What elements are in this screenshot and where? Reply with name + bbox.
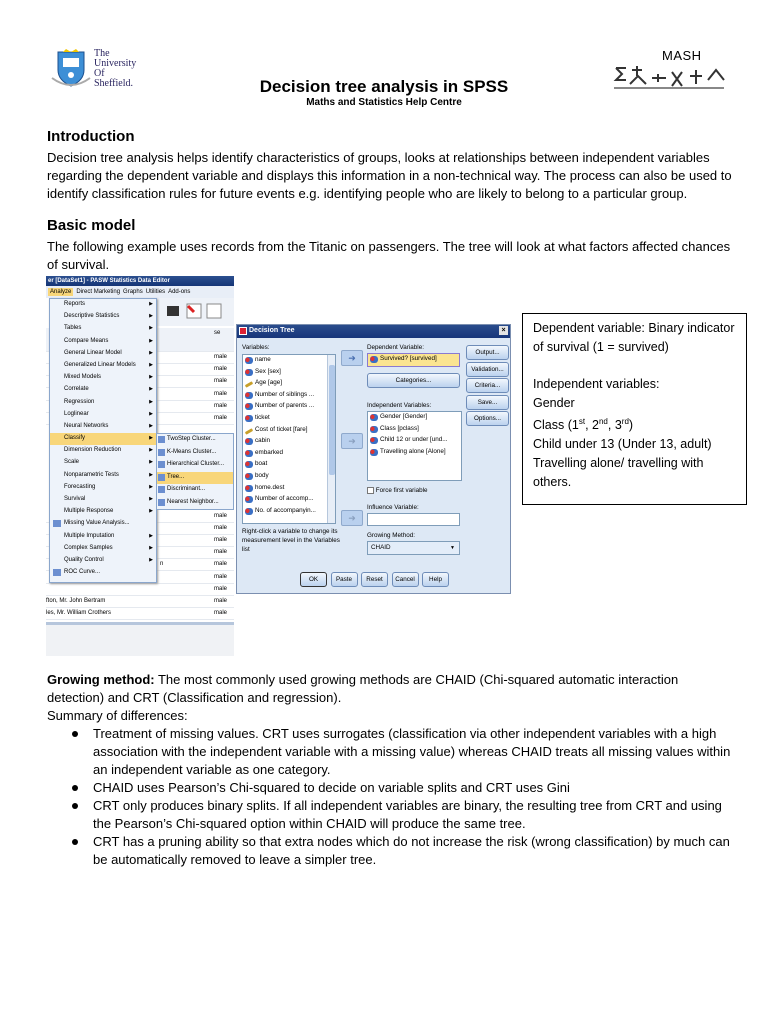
t: ) <box>628 418 634 433</box>
variable-item[interactable] <box>243 483 335 495</box>
submenu-item-icon <box>158 474 165 481</box>
categories-button[interactable]: Categories... <box>367 373 460 388</box>
variable-label: home.dest <box>255 483 285 491</box>
menu-item-label: Descriptive Statistics <box>64 313 120 320</box>
menu-item-label: Loglinear <box>64 410 89 417</box>
submenu-item[interactable] <box>157 447 233 460</box>
growing-method-select[interactable] <box>367 541 460 555</box>
move-to-independent-button[interactable]: ➜ <box>341 433 363 449</box>
status-area <box>46 622 234 656</box>
menu-item-icon <box>53 569 61 576</box>
menu-item-label: Quality Control <box>64 556 104 563</box>
menu-item[interactable] <box>50 567 156 579</box>
menu-item-label: Multiple Response <box>64 508 114 515</box>
introduction-heading: Introduction <box>47 128 135 145</box>
cell-sex: male <box>214 598 228 604</box>
criteria-button[interactable]: Criteria... <box>466 378 509 393</box>
cell-sex: male <box>214 585 228 592</box>
menu-item[interactable] <box>50 384 156 396</box>
bullet-item: CHAID uses Pearson’s Chi-squared to decide on variable splits and CRT uses Gini <box>47 779 737 797</box>
menu-item-label: Dimension Reduction <box>64 447 122 454</box>
chevron-right-icon: ▶ <box>149 556 153 563</box>
independent-label: Class [pclass] <box>380 424 419 432</box>
gender-item: Gender <box>533 396 575 411</box>
output-button[interactable]: Output... <box>466 345 509 360</box>
variable-item[interactable] <box>243 448 335 460</box>
chevron-right-icon: ▶ <box>149 374 153 381</box>
nominal-variable-icon <box>245 369 253 376</box>
menu-item-label: Scale <box>64 459 80 466</box>
nominal-variable-icon <box>370 449 378 456</box>
dependent-value: Survived? [survived] <box>380 355 437 362</box>
basic-model-heading: Basic model <box>47 217 136 234</box>
spss-menu-screenshot <box>46 276 234 656</box>
introduction-section <box>47 128 737 274</box>
dialog-app-icon <box>239 327 247 335</box>
submenu-item[interactable] <box>157 459 233 472</box>
help-button[interactable]: Help <box>422 572 449 587</box>
nominal-variable-icon <box>370 414 378 421</box>
menu-item[interactable] <box>50 299 156 311</box>
menu-item-label: Generalized Linear Models <box>64 361 136 368</box>
variables-info-box <box>522 313 747 505</box>
menu-item[interactable] <box>50 372 156 384</box>
university-logo-text <box>94 49 136 89</box>
bullet-item: Treatment of missing values. CRT uses surrogates (classification via other independent variables with a high association with the independent variable with a missing value) whereas CHAID treats all missing values within an independent variable as one category. <box>47 725 737 779</box>
force-first-checkbox[interactable] <box>367 487 428 495</box>
submenu-item-icon <box>158 436 165 443</box>
t: rd <box>621 416 629 426</box>
chevron-right-icon: ▶ <box>149 410 153 417</box>
menu-analyze[interactable]: Analyze <box>50 289 72 295</box>
independent-item[interactable] <box>368 447 461 459</box>
variable-item[interactable] <box>243 390 335 402</box>
force-first-label: Force first variable <box>375 487 428 495</box>
menu-item[interactable] <box>50 531 156 543</box>
submenu-item[interactable] <box>157 497 233 510</box>
toolbar-icons <box>157 298 234 326</box>
variable-item[interactable] <box>243 378 335 390</box>
variable-item[interactable] <box>243 413 335 425</box>
move-to-influence-button[interactable]: ➜ <box>341 510 363 526</box>
menu-item[interactable] <box>50 445 156 457</box>
submenu-item-label: Hierarchical Cluster... <box>167 461 225 467</box>
submenu-item[interactable] <box>157 484 233 497</box>
chevron-right-icon: ▶ <box>149 483 153 490</box>
menu-item-label: Regression <box>64 398 95 405</box>
influence-label: Influence Variable: <box>367 504 419 511</box>
chevron-right-icon: ▶ <box>149 459 153 466</box>
reset-button[interactable]: Reset <box>361 572 388 587</box>
bullet-item: CRT has a pruning ability so that extra nodes which do not increase the risk (wrong classification) by much can be automatically removed to leave a simpler tree. <box>47 833 737 869</box>
menu-item[interactable] <box>50 323 156 335</box>
variable-label: Age [age] <box>255 379 282 387</box>
dependent-info: Dependent variable: Binary indicator of survival (1 = survived) <box>533 321 735 354</box>
chevron-right-icon: ▶ <box>149 447 153 454</box>
menu-item-label: Classify <box>64 435 86 442</box>
chevron-right-icon: ▶ <box>149 337 153 344</box>
crest-icon <box>50 48 92 88</box>
menubar <box>46 286 234 298</box>
mash-logo-text: MASH <box>662 48 702 63</box>
independent-item[interactable] <box>368 424 461 436</box>
logo-line: University <box>94 58 137 69</box>
variable-label: cabin <box>255 437 271 445</box>
growing-section <box>47 671 737 725</box>
variable-item[interactable] <box>243 436 335 448</box>
chevron-right-icon: ▶ <box>149 361 153 368</box>
menu-item[interactable] <box>50 360 156 372</box>
menu-item[interactable] <box>50 311 156 323</box>
chevron-right-icon: ▶ <box>149 422 153 429</box>
t: nd <box>598 416 608 426</box>
submenu-item-icon <box>158 461 165 468</box>
t: , 2 <box>585 418 599 433</box>
cell-name: fton, Mr. John Bertram <box>46 598 106 604</box>
submenu-item[interactable] <box>157 472 233 485</box>
close-icon[interactable]: × <box>499 326 508 335</box>
logo-line: The <box>94 48 110 59</box>
chevron-right-icon: ▶ <box>149 325 153 332</box>
nominal-variable-icon <box>245 473 253 480</box>
t: st <box>578 416 586 426</box>
menu-item[interactable] <box>50 397 156 409</box>
menu-item-label: Missing Value Analysis... <box>64 520 130 527</box>
independent-item[interactable] <box>368 435 461 447</box>
submenu-item-icon <box>158 486 165 493</box>
independent-label: Child 12 or under [und... <box>380 436 448 444</box>
nominal-variable-icon <box>245 392 253 399</box>
menu-item[interactable] <box>50 482 156 494</box>
menu-item-label: Reports <box>64 301 86 307</box>
menu-direct-marketing[interactable]: Direct Marketing <box>76 289 121 295</box>
university-of-sheffield-logo <box>48 46 178 92</box>
menu-item[interactable] <box>50 470 156 482</box>
menu-item-icon <box>53 520 61 527</box>
menu-item-label: Survival <box>64 496 86 502</box>
differences-list <box>47 725 737 909</box>
nominal-variable-icon <box>245 508 253 515</box>
toolbar <box>157 298 234 326</box>
alone-item: Travelling alone/ travelling with others. <box>533 455 704 489</box>
menu-item[interactable] <box>50 506 156 518</box>
menu-item-label: Nonparametric Tests <box>64 471 119 478</box>
cell-name: les, Mr. William Crothers <box>46 610 112 617</box>
nominal-variable-icon <box>245 461 253 468</box>
influence-field[interactable] <box>367 513 460 526</box>
menu-item-label: General Linear Model <box>64 349 122 356</box>
growing-method-label: Growing Method: <box>367 532 415 539</box>
dialog-titlebar <box>237 325 510 338</box>
menu-utilities[interactable]: Utilities <box>145 289 166 295</box>
growing-method-value: CHAID <box>371 544 391 551</box>
menu-item-label: Forecasting <box>64 483 96 490</box>
menu-graphs[interactable]: Graphs <box>123 289 143 295</box>
submenu-item-label: K-Means Cluster... <box>167 448 217 455</box>
column-header: se <box>214 330 221 336</box>
dependent-label: Dependent Variable: <box>367 344 424 351</box>
variable-item[interactable] <box>243 425 335 437</box>
variables-label: Variables: <box>242 344 270 351</box>
logo-line: Sheffield. <box>94 78 133 89</box>
nominal-variable-icon <box>370 426 378 433</box>
decision-tree-dialog <box>236 324 511 594</box>
submenu-item-label: Discriminant... <box>167 486 206 492</box>
variable-label: body <box>255 471 269 479</box>
cell-sex: male <box>214 366 228 373</box>
nominal-variable-icon <box>245 450 253 457</box>
menu-item[interactable] <box>50 336 156 348</box>
nominal-variable-icon <box>370 356 378 363</box>
variable-label: ticket <box>255 413 270 421</box>
independent-label: Gender [Gender] <box>380 413 428 420</box>
math-symbols-icon <box>612 64 728 92</box>
variable-label: name <box>255 356 271 363</box>
chevron-right-icon: ▶ <box>149 471 153 478</box>
nominal-variable-icon <box>245 496 253 503</box>
variable-label: embarked <box>255 448 284 456</box>
options-button[interactable]: Options... <box>466 411 509 426</box>
variable-item[interactable] <box>243 494 335 506</box>
nominal-variable-icon <box>245 438 253 445</box>
introduction-text: Decision tree analysis helps identify characteristics of groups, looks at relationships between independent variables regarding the dependent variable and displays this information in a non-technical way. The process can also be used to identify classification rules for future events e.g. identifying people who are likely to belong to a particular group. <box>47 150 732 201</box>
independent-heading: Independent variables: <box>533 377 660 392</box>
menu-item[interactable] <box>50 555 156 567</box>
menu-item[interactable] <box>50 518 156 530</box>
menu-item-label: Compare Means <box>64 337 109 344</box>
checkbox[interactable] <box>367 487 374 494</box>
chevron-down-icon: ▼ <box>450 545 455 551</box>
variable-label: Number of siblings ... <box>255 390 315 398</box>
submenu-item-label: TwoStep Cluster... <box>167 436 216 442</box>
move-to-dependent-button[interactable]: ➜ <box>341 350 363 366</box>
chevron-right-icon: ▶ <box>149 301 153 307</box>
menu-item-label: Multiple Imputation <box>64 532 115 539</box>
table-row <box>46 608 234 620</box>
basic-model-text: The following example uses records from the Titanic on passengers. The tree will look at what factors affected chances of survival. <box>47 239 731 272</box>
t: Class (1 <box>533 418 579 433</box>
nominal-variable-icon <box>370 437 378 444</box>
variable-item[interactable] <box>243 401 335 413</box>
dialog-title: Decision Tree <box>249 327 295 334</box>
variable-item[interactable] <box>243 367 335 379</box>
menu-item-label: Neural Networks <box>64 422 109 429</box>
menu-add-ons[interactable]: Add-ons <box>168 289 191 295</box>
menu-item-label: Correlate <box>64 386 89 393</box>
menu-item[interactable] <box>50 433 156 445</box>
paste-button[interactable]: Paste <box>331 572 358 587</box>
independent-item[interactable] <box>368 412 461 424</box>
summary-label: Summary of differences: <box>47 708 188 723</box>
menu-item[interactable] <box>50 494 156 506</box>
analyze-menu <box>49 298 157 583</box>
save-button[interactable]: Save... <box>466 395 509 410</box>
validation-button[interactable]: Validation... <box>466 362 509 377</box>
chevron-right-icon: ▶ <box>149 544 153 551</box>
variable-label: No. of accompanyin... <box>255 506 316 514</box>
chevron-right-icon: ▶ <box>149 508 153 515</box>
cell-sex: male <box>214 378 228 385</box>
variable-label: boat <box>255 460 268 468</box>
ok-button[interactable]: OK <box>300 572 327 587</box>
variables-hint: Right-click a variable to change its measurement level in the Variables list <box>242 528 340 553</box>
cell-sex: male <box>214 402 228 409</box>
independent-label: Travelling alone [Alone] <box>380 447 446 455</box>
chevron-right-icon: ▶ <box>149 349 153 356</box>
submenu-item-label: Nearest Neighbor... <box>167 498 219 505</box>
child-item: Child under 13 (Under 13, adult) <box>533 436 712 451</box>
cell-sex: male <box>214 390 228 397</box>
bullet-item: CRT only produces binary splits. If all independent variables are binary, the resulting tree from CRT and using the Pearson’s Chi-squared option within CHAID will produce the same tree. <box>47 797 737 833</box>
chevron-right-icon: ▶ <box>149 435 153 442</box>
menu-item[interactable] <box>50 348 156 360</box>
cell-sex: male <box>214 354 228 360</box>
cell-sex: male <box>214 415 228 421</box>
cancel-button[interactable]: Cancel <box>392 572 419 587</box>
cell-sex: male <box>214 561 228 568</box>
cell-sex: male <box>214 524 228 531</box>
cell-sex: male <box>214 573 228 580</box>
t: , 3 <box>607 418 622 433</box>
menu-item[interactable] <box>50 409 156 421</box>
logo-line: Of <box>94 68 105 79</box>
growing-method-term: Growing method: <box>47 672 155 687</box>
chevron-right-icon: ▶ <box>149 532 153 539</box>
growing-method-body: The most commonly used growing methods are CHAID (Chi-squared automatic interaction detection) and CRT (Classification and regression). <box>47 672 679 705</box>
variable-item[interactable] <box>243 355 335 367</box>
table-row <box>46 584 234 596</box>
variable-label: Sex [sex] <box>255 367 281 375</box>
menu-item[interactable] <box>50 421 156 433</box>
mash-logo <box>610 46 730 94</box>
menu-item-label: Complex Samples <box>64 544 113 551</box>
variables-list[interactable] <box>242 354 336 524</box>
menu-item-label: Mixed Models <box>64 374 102 381</box>
growing-method-text <box>47 671 737 707</box>
independent-list[interactable] <box>367 411 462 481</box>
chevron-right-icon: ▶ <box>149 313 153 320</box>
cell-name: n <box>160 561 164 568</box>
dependent-field[interactable] <box>367 353 460 367</box>
chevron-right-icon: ▶ <box>149 496 153 502</box>
variable-label: Number of accomp... <box>255 495 314 503</box>
class-item <box>533 413 736 435</box>
menu-item[interactable] <box>50 457 156 469</box>
variable-label: Number of parents ... <box>255 402 315 410</box>
cell-sex: male <box>214 512 228 519</box>
submenu-item-icon <box>158 499 165 506</box>
submenu-item-label: Tree... <box>167 473 185 480</box>
page-title: Decision tree analysis in SPSS <box>259 77 509 96</box>
scale-variable-icon <box>245 381 253 388</box>
cell-sex: male <box>214 610 228 617</box>
nominal-variable-icon <box>245 357 253 364</box>
menu-item-label: Tables <box>64 325 82 332</box>
page-subtitle: Maths and Statistics Help Centre <box>306 97 462 108</box>
table-row <box>46 596 234 608</box>
chevron-right-icon: ▶ <box>149 386 153 393</box>
scale-variable-icon <box>245 428 253 435</box>
cell-sex: male <box>214 537 228 543</box>
submenu-item[interactable] <box>157 434 233 447</box>
menu-item-label: ROC Curve... <box>64 569 101 576</box>
screenshots-figure <box>0 276 768 671</box>
independent-label: Independent Variables: <box>367 402 432 409</box>
nominal-variable-icon <box>245 415 253 422</box>
submenu-item-icon <box>158 449 165 456</box>
variable-item[interactable] <box>243 471 335 483</box>
cell-sex: male <box>214 549 228 556</box>
variable-item[interactable] <box>243 506 335 518</box>
classify-submenu <box>156 433 234 510</box>
window-title: er [DataSet1] - PASW Statistics Data Editor <box>46 276 234 286</box>
chevron-right-icon: ▶ <box>149 398 153 405</box>
nominal-variable-icon <box>245 403 253 410</box>
variable-label: Cost of ticket [fare] <box>255 425 308 433</box>
nominal-variable-icon <box>245 485 253 492</box>
menu-item[interactable] <box>50 543 156 555</box>
variable-item[interactable] <box>243 459 335 471</box>
